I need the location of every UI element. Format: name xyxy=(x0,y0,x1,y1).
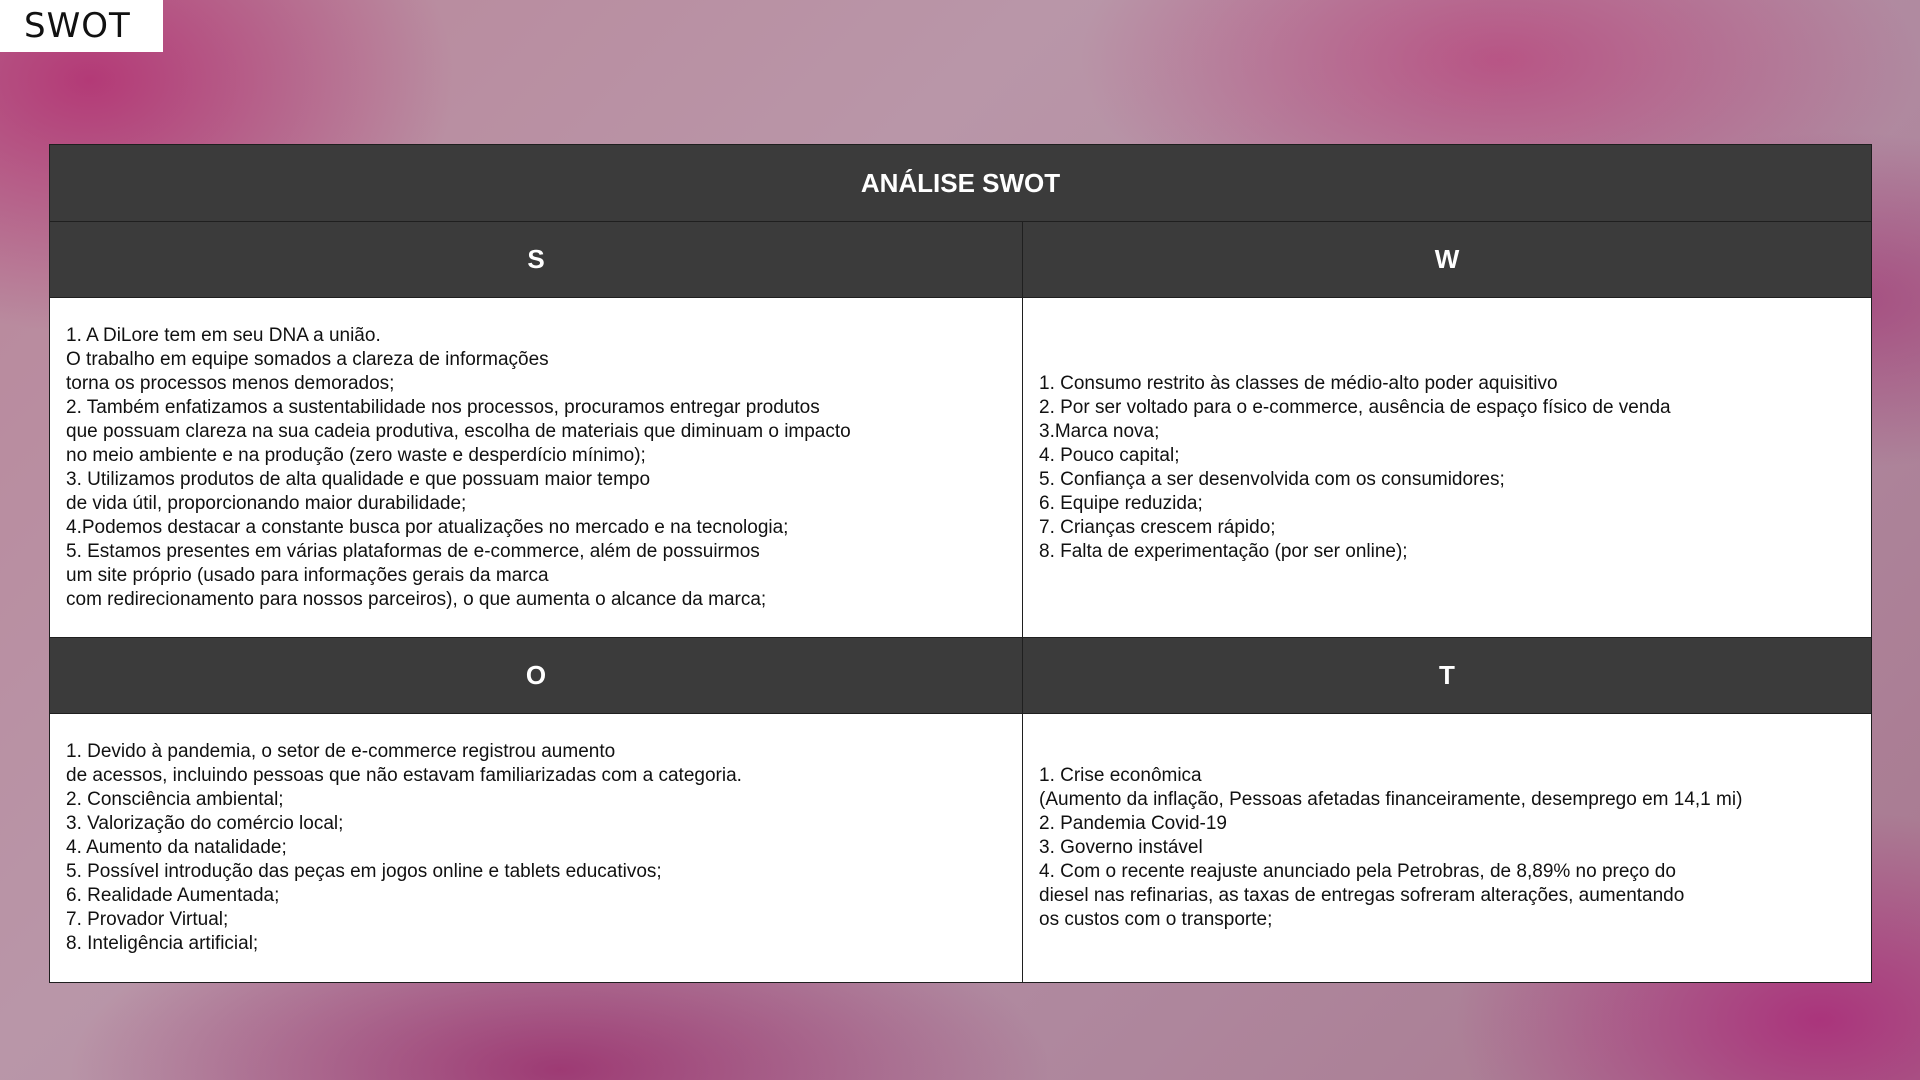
strength-line: 3. Utilizamos produtos de alta qualidade e que possuam maior tempo xyxy=(66,468,651,490)
strengths-content xyxy=(50,298,1023,638)
weakness-line: 5. Confiança a ser desenvolvida com os consumidores; xyxy=(1039,468,1505,490)
opportunities-content xyxy=(50,714,1023,983)
strength-line: 1. A DiLore tem em seu DNA a união. xyxy=(66,324,381,346)
threat-line: 3. Governo instável xyxy=(1039,837,1203,858)
opportunity-line: 3. Valorização do comércio local; xyxy=(66,813,344,834)
threat-line: os custos com o transporte; xyxy=(1039,909,1273,930)
opportunity-line: 5. Possível introdução das peças em jogos online e tablets educativos; xyxy=(66,861,662,882)
strength-line: que possuam clareza na sua cadeia produtiva, escolha de materiais que diminuam o impacto xyxy=(66,420,851,442)
weaknesses-header: W xyxy=(1023,222,1872,298)
opportunities-header: O xyxy=(50,638,1023,714)
strength-line: 2. Também enfatizamos a sustentabilidade nos processos, procuramos entregar produtos xyxy=(66,396,820,418)
opportunity-line: 6. Realidade Aumentada; xyxy=(66,885,280,906)
weakness-line: 7. Crianças crescem rápido; xyxy=(1039,516,1276,538)
swot-title: ANÁLISE SWOT xyxy=(50,145,1872,222)
weakness-line: 6. Equipe reduzida; xyxy=(1039,492,1203,514)
opportunity-line: 1. Devido à pandemia, o setor de e-commerce registrou aumento xyxy=(66,741,616,762)
threat-line: diesel nas refinarias, as taxas de entregas sofreram alterações, aumentando xyxy=(1039,885,1685,906)
strength-line: no meio ambiente e na produção (zero waste e desperdício mínimo); xyxy=(66,444,646,466)
opportunity-line: 4. Aumento da natalidade; xyxy=(66,837,287,858)
swot-table xyxy=(49,144,1872,983)
threat-line: 4. Com o recente reajuste anunciado pela Petrobras, de 8,89% no preço do xyxy=(1039,861,1676,882)
opportunity-line: 2. Consciência ambiental; xyxy=(66,789,284,810)
threats-content xyxy=(1023,714,1872,983)
slide-tag: SWOT xyxy=(0,0,163,52)
opportunity-line: 8. Inteligência artificial; xyxy=(66,933,259,954)
weakness-line: 4. Pouco capital; xyxy=(1039,444,1180,466)
strengths-header: S xyxy=(50,222,1023,298)
strength-line: torna os processos menos demorados; xyxy=(66,372,395,394)
strength-line: 4.Podemos destacar a constante busca por atualizações no mercado e na tecnologia; xyxy=(66,516,789,538)
strength-line: 5. Estamos presentes em várias plataformas de e-commerce, além de possuirmos xyxy=(66,540,760,562)
threat-line: (Aumento da inflação, Pessoas afetadas financeiramente, desemprego em 14,1 mi) xyxy=(1039,789,1743,810)
strength-line: de vida útil, proporcionando maior durabilidade; xyxy=(66,492,467,514)
threat-line: 1. Crise econômica xyxy=(1039,765,1202,786)
threat-line: 2. Pandemia Covid-19 xyxy=(1039,813,1227,834)
threats-header: T xyxy=(1023,638,1872,714)
weaknesses-content xyxy=(1023,298,1872,638)
weakness-line: 3.Marca nova; xyxy=(1039,420,1160,442)
weakness-line: 8. Falta de experimentação (por ser online); xyxy=(1039,540,1408,562)
strength-line: um site próprio (usado para informações gerais da marca xyxy=(66,564,549,586)
weakness-line: 2. Por ser voltado para o e-commerce, ausência de espaço físico de venda xyxy=(1039,396,1671,418)
weakness-line: 1. Consumo restrito às classes de médio-alto poder aquisitivo xyxy=(1039,372,1558,394)
strength-line: O trabalho em equipe somados a clareza de informações xyxy=(66,348,549,370)
opportunity-line: 7. Provador Virtual; xyxy=(66,909,229,930)
strength-line: com redirecionamento para nossos parceiros), o que aumenta o alcance da marca; xyxy=(66,588,767,610)
opportunity-line: de acessos, incluindo pessoas que não estavam familiarizadas com a categoria. xyxy=(66,765,742,786)
